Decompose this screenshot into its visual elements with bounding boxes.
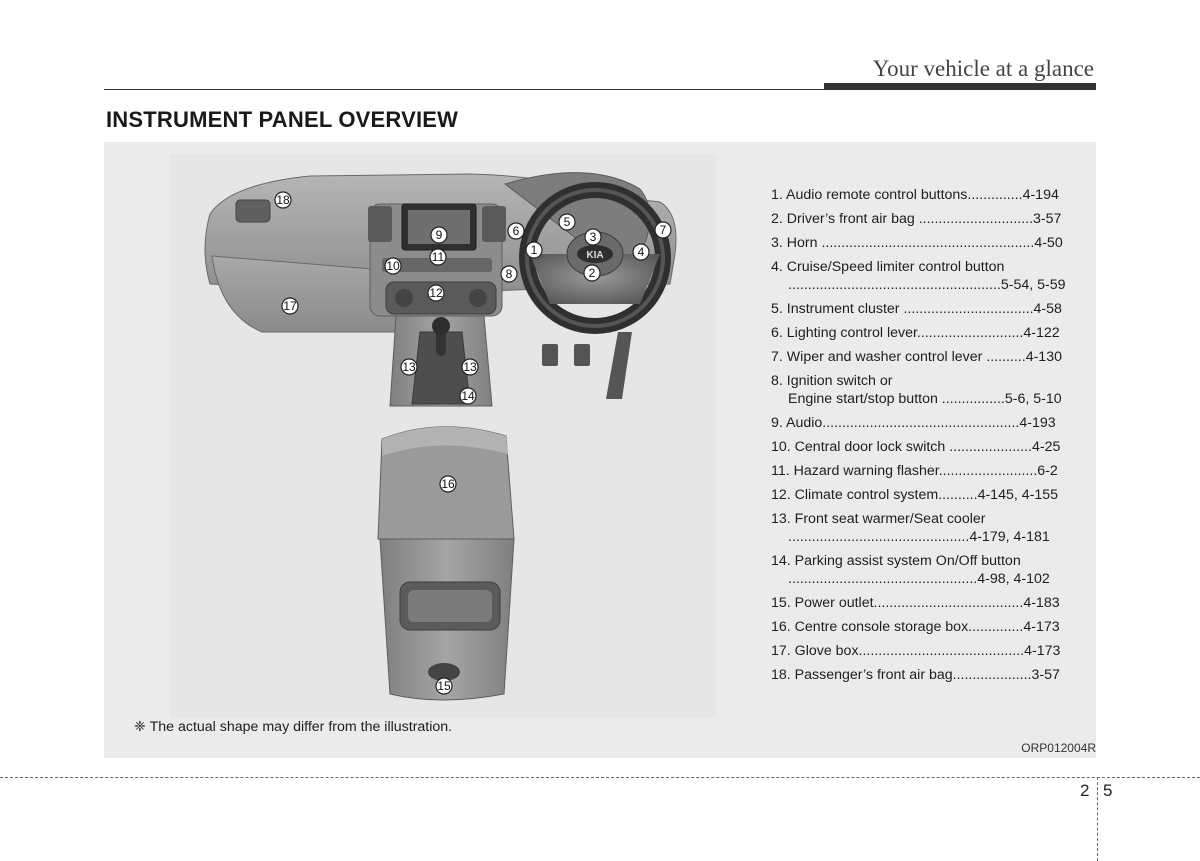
callout-8 bbox=[501, 266, 517, 282]
svg-text:11: 11 bbox=[431, 250, 445, 264]
dashboard-drawing bbox=[170, 154, 716, 717]
svg-text:3: 3 bbox=[589, 230, 597, 244]
section-title: INSTRUMENT PANEL OVERVIEW bbox=[106, 107, 459, 132]
header-rule-thick bbox=[824, 83, 1096, 90]
kia-badge: KIA bbox=[586, 250, 604, 261]
svg-text:12: 12 bbox=[429, 286, 443, 300]
instrument-panel-illustration bbox=[170, 154, 716, 717]
legend-item: 15. Power outlet......................................4-183 bbox=[771, 595, 1060, 611]
footer-divider bbox=[0, 777, 1200, 778]
legend-item: 3. Horn ......................................................4-50 bbox=[771, 235, 1063, 251]
svg-text:5: 5 bbox=[563, 215, 571, 229]
illustration-note: ❈ The actual shape may differ from the illustration. bbox=[134, 719, 453, 735]
callout-6 bbox=[508, 223, 524, 239]
callout-3 bbox=[585, 229, 601, 245]
svg-text:4: 4 bbox=[637, 245, 645, 259]
svg-text:10: 10 bbox=[386, 259, 400, 273]
svg-text:7: 7 bbox=[659, 223, 667, 237]
callout-4 bbox=[633, 244, 649, 260]
svg-text:16: 16 bbox=[441, 477, 455, 491]
svg-text:6: 6 bbox=[512, 224, 520, 238]
legend-item: 10. Central door lock switch .....................4-25 bbox=[771, 439, 1061, 455]
callout-11 bbox=[430, 249, 446, 265]
callout-15 bbox=[436, 678, 452, 694]
legend-item: 16. Centre console storage box..............4-173 bbox=[771, 619, 1060, 635]
legend-item: 5. Instrument cluster .................................4-58 bbox=[771, 301, 1062, 317]
callout-1 bbox=[526, 242, 542, 258]
callout-13-right bbox=[462, 359, 478, 375]
legend-item: 14. Parking assist system On/Off button ................................................4-98, 4-102 bbox=[771, 553, 1050, 587]
legend-item: 12. Climate control system..........4-145, 4-155 bbox=[771, 487, 1059, 503]
legend-item: 4. Cruise/Speed limiter control button ......................................................5-54, 5-59 bbox=[771, 259, 1066, 293]
callout-7 bbox=[655, 222, 671, 238]
page-divider bbox=[1097, 777, 1098, 861]
legend-item: 11. Hazard warning flasher.........................6-2 bbox=[771, 463, 1058, 479]
legend-item: 6. Lighting control lever...........................4-122 bbox=[771, 325, 1060, 341]
callout-9 bbox=[431, 227, 447, 243]
svg-text:1: 1 bbox=[530, 243, 538, 257]
component-legend bbox=[771, 186, 1086, 690]
page-number: 5 bbox=[1103, 781, 1113, 800]
svg-text:15: 15 bbox=[437, 679, 451, 693]
legend-item: 13. Front seat warmer/Seat cooler ..............................................4-179, 4-181 bbox=[771, 511, 1050, 545]
legend-item: 1. Audio remote control buttons..............4-194 bbox=[771, 187, 1059, 203]
svg-text:8: 8 bbox=[505, 267, 513, 281]
svg-text:2: 2 bbox=[588, 266, 596, 280]
svg-text:13: 13 bbox=[402, 360, 416, 374]
callout-14 bbox=[460, 388, 476, 404]
callout-16 bbox=[440, 476, 456, 492]
legend-item: 8. Ignition switch or Engine start/stop button ................5-6, 5-10 bbox=[771, 373, 1062, 407]
legend-item: 7. Wiper and washer control lever ..........4-130 bbox=[771, 349, 1062, 365]
callout-12 bbox=[428, 285, 444, 301]
svg-text:13: 13 bbox=[463, 360, 477, 374]
page-section-number: 2 bbox=[1080, 781, 1090, 800]
header-title: Your vehicle at a glance bbox=[872, 56, 1094, 81]
legend-item: 2. Driver’s front air bag .............................3-57 bbox=[771, 211, 1062, 227]
header-rule-thin bbox=[104, 89, 824, 90]
svg-text:9: 9 bbox=[435, 228, 443, 242]
svg-text:14: 14 bbox=[461, 389, 475, 403]
callout-5 bbox=[559, 214, 575, 230]
legend-item: 17. Glove box..........................................4-173 bbox=[771, 643, 1061, 659]
legend-item: 18. Passenger’s front air bag....................3-57 bbox=[771, 667, 1060, 683]
image-code: ORP012004R bbox=[1021, 741, 1096, 755]
callout-10 bbox=[385, 258, 401, 274]
svg-text:18: 18 bbox=[276, 193, 290, 207]
legend-item: 9. Audio..................................................4-193 bbox=[771, 415, 1056, 431]
callout-18 bbox=[275, 192, 291, 208]
callout-17 bbox=[282, 298, 298, 314]
callout-2 bbox=[584, 265, 600, 281]
callout-13-left bbox=[401, 359, 417, 375]
svg-text:17: 17 bbox=[283, 299, 297, 313]
